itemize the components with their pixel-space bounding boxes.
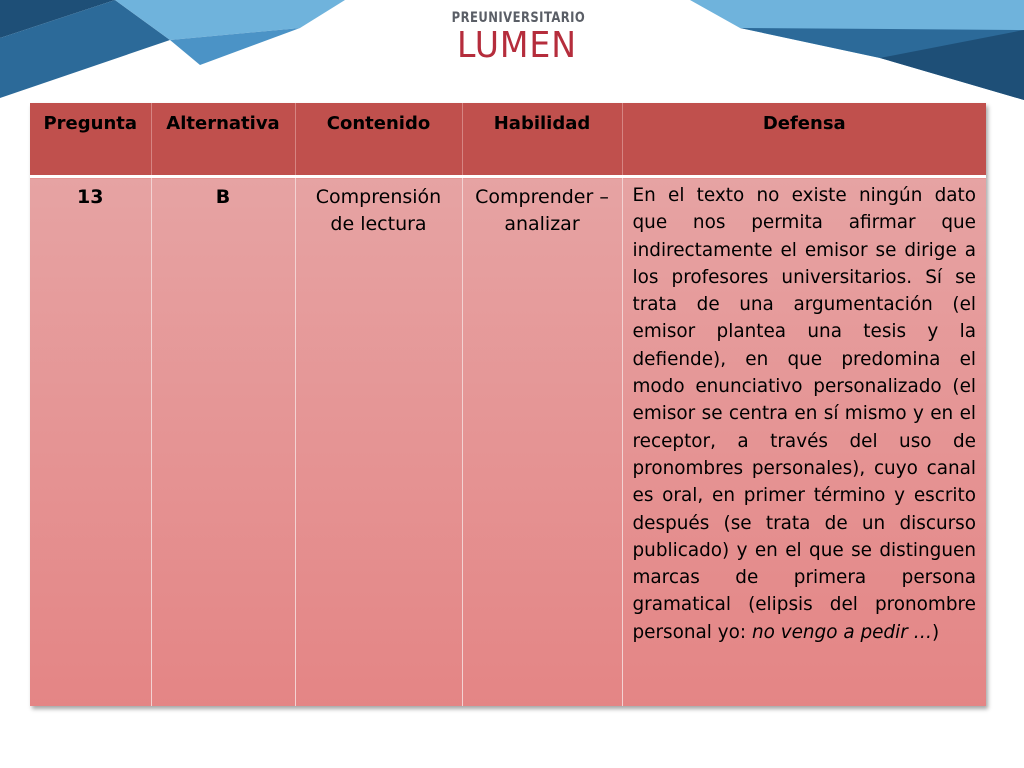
header-habilidad: Habilidad — [462, 103, 622, 177]
header-defensa: Defensa — [622, 103, 986, 177]
lumen-logo — [446, 10, 588, 66]
defensa-closing: ) — [932, 621, 940, 643]
defensa-text: En el texto no existe ningún dato que nos permita afirmar que indirectamente el emisor se dirige a los profesores universitarios. Sí se trata de una argumentación (el emisor plantea una tesis y la defiende), en que predomina el modo enunciativo personalizado (el emisor se centra en sí mismo y en el receptor, a través del uso de pronombres personales), cuyo canal es oral, en primer término y escrito después (se trata de un discurso publicado) y en el que se distinguen marcas de primera persona gramatical (elipsis del pronombre personal yo: — [632, 185, 976, 643]
defensa-quote: no vengo a pedir … — [751, 621, 933, 643]
cell-contenido: Comprensión de lectura — [295, 177, 462, 707]
logo-subtitle: PREUNIVERSITARIO — [451, 10, 586, 26]
cell-alternativa: B — [151, 177, 295, 707]
header-pregunta: Pregunta — [30, 103, 151, 177]
logo-title: LUMEN — [457, 25, 577, 66]
cell-habilidad: Comprender –analizar — [462, 177, 622, 707]
table-row — [30, 177, 986, 707]
header-alternativa: Alternativa — [151, 103, 295, 177]
header-contenido: Contenido — [295, 103, 462, 177]
cell-pregunta: 13 — [30, 177, 151, 707]
answer-table — [30, 103, 986, 706]
table-header-row — [30, 103, 986, 177]
cell-defensa — [622, 177, 986, 707]
answer-table-container — [30, 103, 986, 706]
